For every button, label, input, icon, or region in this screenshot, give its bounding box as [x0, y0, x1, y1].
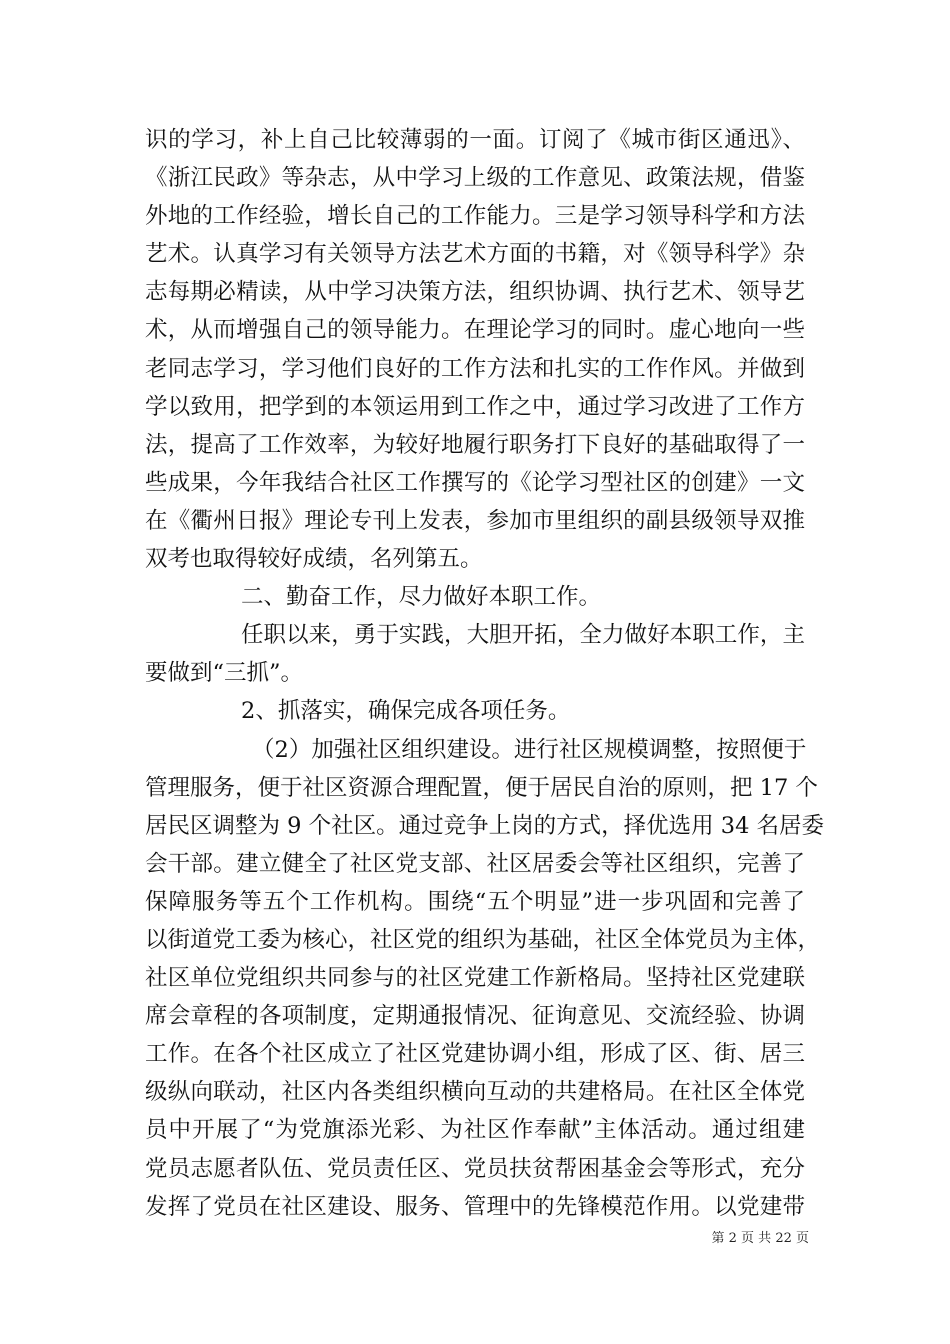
- text-line: （2）加强社区组织建设。进行社区规模调整，按照便于: [252, 736, 807, 763]
- text-line: 居民区调整为 9 个社区。通过竞争上岗的方式，择优选用 34 名居委: [145, 812, 825, 839]
- text-line: 学以致用，把学到的本领运用到工作之中，通过学习改进了工作方: [145, 393, 805, 420]
- text-line: 些成果，今年我结合社区工作撰写的《论学习型社区的创建》一文: [145, 469, 805, 496]
- text-line: 管理服务，便于社区资源合理配置，便于居民自治的原则，把 17 个: [145, 774, 818, 801]
- text-line: 工作。在各个社区成立了社区党建协调小组，形成了区、街、居三: [145, 1041, 805, 1068]
- text-line: 发挥了党员在社区建设、服务、管理中的先锋模范作用。以党建带: [145, 1193, 805, 1220]
- text-line: 法，提高了工作效率，为较好地履行职务打下良好的基础取得了一: [145, 431, 805, 458]
- text-line: 要做到“三抓”。: [145, 660, 304, 687]
- text-line: 级纵向联动，社区内各类组织横向互动的共建格局。在社区全体党: [145, 1079, 805, 1106]
- section-heading: 二、勤奋工作，尽力做好本职工作。: [241, 584, 602, 611]
- text-line: 员中开展了“为党旗添光彩、为社区作奉献”主体活动。通过组建: [145, 1117, 805, 1144]
- text-line: 党员志愿者队伍、党员责任区、党员扶贫帮困基金会等形式，充分: [145, 1155, 805, 1182]
- text-line: 保障服务等五个工作机构。围绕“五个明显”进一步巩固和完善了: [145, 888, 805, 915]
- text-line: 席会章程的各项制度，定期通报情况、征询意见、交流经验、协调: [145, 1003, 805, 1030]
- page-number: 第 2 页 共 22 页: [711, 1231, 809, 1246]
- text-line: 以街道党工委为核心，社区党的组织为基础，社区全体党员为主体，: [145, 926, 821, 953]
- text-line: 双考也取得较好成绩，名列第五。: [145, 546, 483, 573]
- text-line: 老同志学习，学习他们良好的工作方法和扎实的工作作风。并做到: [145, 355, 805, 382]
- document-body: [145, 121, 825, 1226]
- text-line: 《浙江民政》等杂志，从中学习上级的工作意见、政策法规，借鉴: [145, 165, 805, 192]
- text-line: 志每期必精读，从中学习决策方法，组织协调、执行艺术、领导艺: [145, 279, 805, 306]
- subsection-heading: 2、抓落实，确保完成各项任务。: [241, 698, 571, 725]
- text-line: 识的学习，补上自己比较薄弱的一面。订阅了《城市街区通迅》、: [145, 127, 805, 153]
- text-line: 术，从而增强自己的领导能力。在理论学习的同时。虚心地向一些: [145, 317, 805, 344]
- text-line: 外地的工作经验，增长自己的工作能力。三是学习领导科学和方法: [145, 203, 805, 230]
- text-line: 社区单位党组织共同参与的社区党建工作新格局。坚持社区党建联: [145, 965, 805, 992]
- text-line: 在《衢州日报》理论专刊上发表，参加市里组织的副县级领导双推: [145, 507, 805, 534]
- text-line: 会干部。建立健全了社区党支部、社区居委会等社区组织，完善了: [145, 850, 805, 877]
- text-line: 艺术。认真学习有关领导方法艺术方面的书籍，对《领导科学》杂: [145, 241, 805, 268]
- text-line: 任职以来，勇于实践，大胆开拓，全力做好本职工作，主: [241, 622, 805, 649]
